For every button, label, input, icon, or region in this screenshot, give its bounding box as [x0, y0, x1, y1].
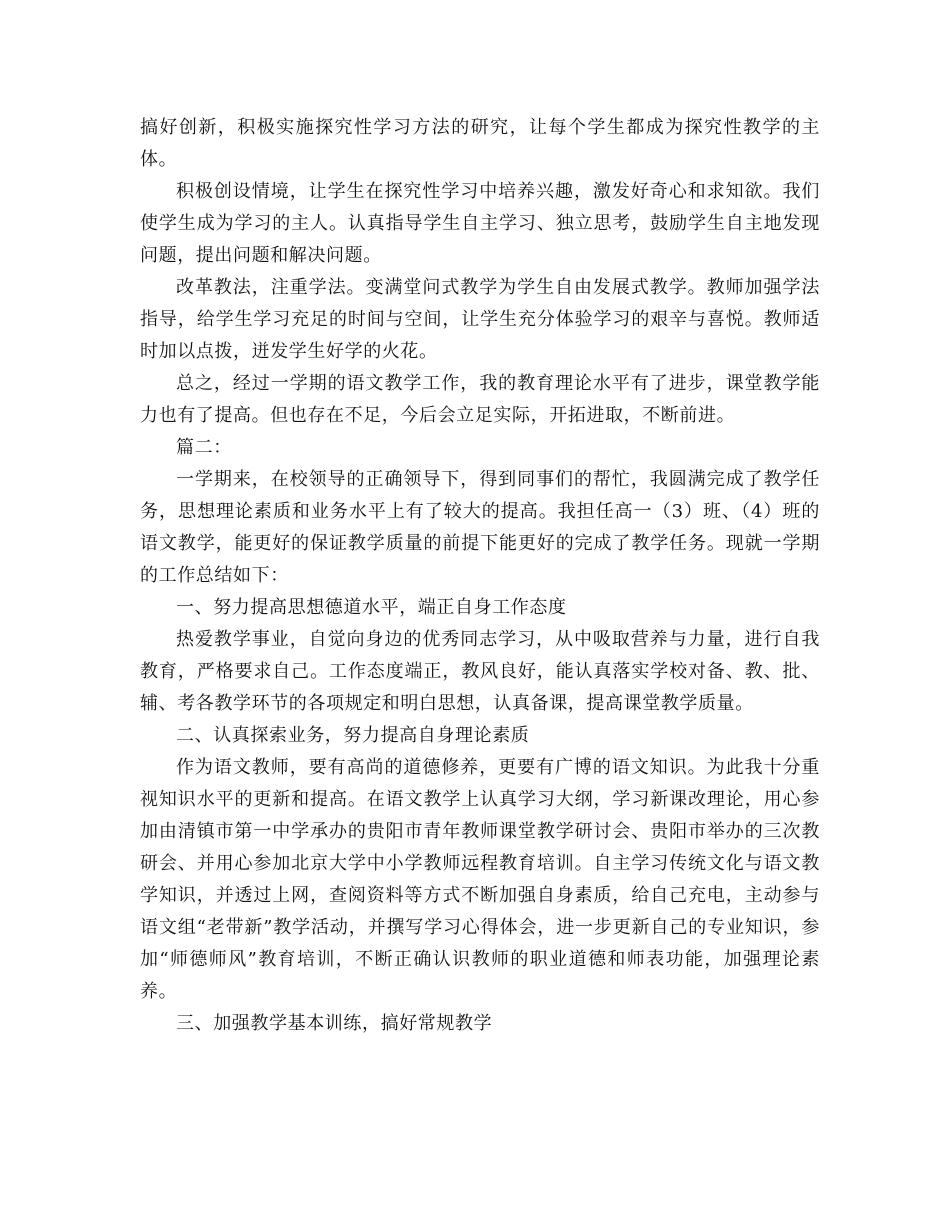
heading-two: 二、认真探索业务，努力提高自身理论素质	[176, 725, 530, 746]
heading-three: 三、加强教学基本训练，搞好常规教学	[176, 1013, 493, 1034]
section-label-part-two: 篇二：	[176, 437, 232, 458]
paragraph-teaching-method: 改革教法，注重学法。变满堂问式教学为学生自由发展式教学。教师加强学法指导，给学生学习充足的时间与空间，让学生充分体验学习的艰辛与喜悦。教师适时加以点拨，迸发学生好学的火花。	[140, 277, 820, 362]
paragraph-situation: 积极创设情境，让学生在探究性学习中培养兴趣，激发好奇心和求知欲。我们使学生成为学习的主人。认真指导学生自主学习、独立思考，鼓励学生自主地发现问题，提出问题和解决问题。	[140, 181, 820, 266]
paragraph-summary: 总之，经过一学期的语文教学工作，我的教育理论水平有了进步，课堂教学能力也有了提高。但也存在不足，今后会立足实际，开拓进取，不断前进。	[140, 373, 820, 426]
paragraph-semester-intro: 一学期来，在校领导的正确领导下，得到同事们的帮忙，我圆满完成了教学任务，思想理论素质和业务水平上有了较大的提高。我担任高一（3）班、（4）班的语文教学，能更好的保证教学质量的前提下能更好的完成了教学任务。现就一学期的工作总结如下：	[140, 469, 820, 586]
paragraph-professional-study: 作为语文教师，要有高尚的道德修养，更要有广博的语文知识。为此我十分重视知识水平的更新和提高。在语文教学上认真学习大纲，学习新课改理论，用心参加由清镇市第一中学承办的贵阳市青年教师课堂教学研讨会、贵阳市举办的三次教研会、并用心参加北京大学中小学教师远程教育培训。自主学习传统文化与语文教学知识，并透过上网，查阅资料等方式不断加强自身素质，给自己充电，主动参与语文组“老带新”教学活动，并撰写学习心得体会，进一步更新自己的专业知识，参加“师德师风”教育培训，不断正确认识教师的职业道德和师表功能，加强理论素养。	[140, 757, 820, 1002]
paragraph-innovation: 搞好创新，积极实施探究性学习方法的研究，让每个学生都成为探究性教学的主体。	[140, 117, 820, 170]
heading-one: 一、努力提高思想德道水平，端正自身工作态度	[176, 597, 567, 618]
document-body	[140, 112, 820, 1040]
paragraph-work-attitude: 热爱教学事业，自觉向身边的优秀同志学习，从中吸取营养与力量，进行自我教育，严格要求自己。工作态度端正，教风良好，能认真落实学校对备、教、批、辅、考各教学环节的各项规定和明白思想，认真备课，提高课堂教学质量。	[140, 629, 820, 714]
